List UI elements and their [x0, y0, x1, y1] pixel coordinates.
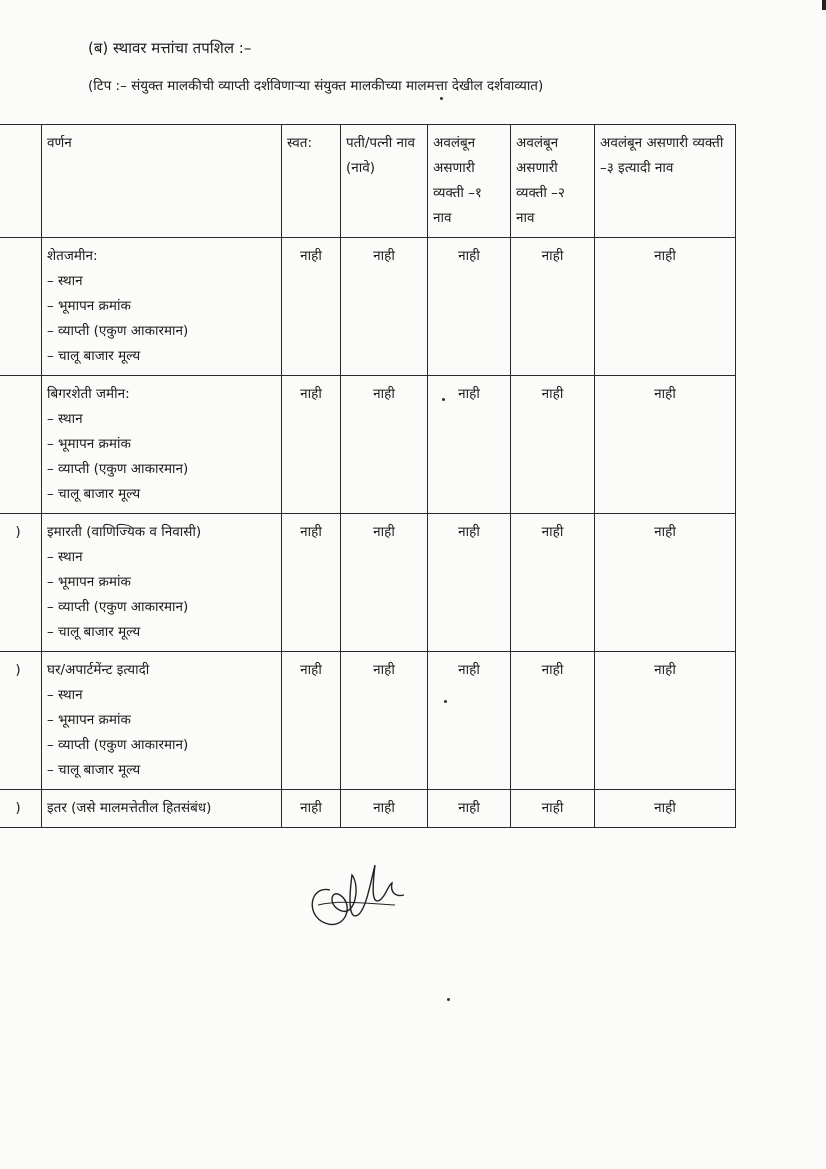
section-heading: (ब) स्थावर मत्तांचा तपशिल :–: [88, 39, 252, 57]
row-description: [42, 376, 282, 514]
value-spouse: नाही: [341, 376, 428, 514]
header-dependent-1: अवलंबून असणारी व्यक्ती –१ नाव: [428, 125, 511, 238]
row-subitem: – भूमापन क्रमांक: [47, 436, 131, 452]
row-subitem: – चालू बाजार मूल्य: [47, 486, 141, 502]
signature-icon: [300, 845, 420, 940]
value-dependent-3: नाही: [595, 514, 736, 652]
row-title: इतर (जसे मालमत्तेतील हितसंबंध): [47, 800, 212, 816]
value-dependent-1: नाही: [428, 238, 511, 376]
table-header-row: [0, 125, 736, 238]
speck: [447, 998, 450, 1001]
header-description: वर्णन: [42, 125, 282, 238]
row-subitem: – व्याप्ती (एकुण आकारमान): [47, 599, 189, 615]
value-dependent-3: नाही: [595, 790, 736, 828]
value-dependent-1: नाही: [428, 790, 511, 828]
row-subitem: – भूमापन क्रमांक: [47, 298, 131, 314]
row-subitem: – चालू बाजार मूल्य: [47, 624, 141, 640]
row-title: बिगरशेती जमीन:: [47, 386, 130, 402]
row-index: [0, 376, 42, 514]
value-self: नाही: [282, 376, 341, 514]
table-row: [0, 790, 736, 828]
value-dependent-1: नाही: [428, 652, 511, 790]
row-title: शेतजमीन:: [47, 248, 98, 264]
table-row: [0, 514, 736, 652]
value-spouse: नाही: [341, 238, 428, 376]
immovable-assets-table: [0, 124, 736, 828]
value-dependent-2: नाही: [511, 652, 595, 790]
header-dependent-3: अवलंबून असणारी व्यक्ती –३ इत्यादी नाव: [595, 125, 736, 238]
row-index: ): [0, 514, 42, 652]
row-subitem: – स्थान: [47, 549, 83, 565]
value-spouse: नाही: [341, 652, 428, 790]
value-dependent-2: नाही: [511, 376, 595, 514]
value-dependent-1: नाही: [428, 514, 511, 652]
table-row: [0, 652, 736, 790]
row-subitem: – स्थान: [47, 687, 83, 703]
row-index: [0, 238, 42, 376]
row-subitem: – स्थान: [47, 411, 83, 427]
row-index: ): [0, 790, 42, 828]
row-description: [42, 238, 282, 376]
value-self: नाही: [282, 238, 341, 376]
header-spouse: पती/पत्नी नाव (नावे): [341, 125, 428, 238]
row-subitem: – व्याप्ती (एकुण आकारमान): [47, 461, 189, 477]
speck: [440, 97, 443, 100]
row-subitem: – भूमापन क्रमांक: [47, 574, 131, 590]
row-title: घर/अपार्टमेंन्ट इत्यादी: [47, 662, 150, 678]
value-self: नाही: [282, 790, 341, 828]
value-dependent-2: नाही: [511, 238, 595, 376]
header-self: स्वत:: [282, 125, 341, 238]
row-title: इमारती (वाणिज्यिक व निवासी): [47, 524, 202, 540]
row-description: [42, 514, 282, 652]
value-dependent-2: नाही: [511, 514, 595, 652]
section-note: (टिप :– संयुक्त मालकीची व्याप्ती दर्शविणाऱ्या संयुक्त मालकीच्या मालमत्ता देखील दर्शवाव्यात): [88, 78, 544, 94]
row-subitem: – भूमापन क्रमांक: [47, 712, 131, 728]
speck: [444, 700, 447, 703]
value-spouse: नाही: [341, 790, 428, 828]
row-subitem: – व्याप्ती (एकुण आकारमान): [47, 323, 189, 339]
value-dependent-2: नाही: [511, 790, 595, 828]
table-row: [0, 238, 736, 376]
row-description: [42, 790, 282, 828]
value-dependent-3: नाही: [595, 376, 736, 514]
row-subitem: – व्याप्ती (एकुण आकारमान): [47, 737, 189, 753]
row-subitem: – चालू बाजार मूल्य: [47, 348, 141, 364]
value-dependent-3: नाही: [595, 652, 736, 790]
value-spouse: नाही: [341, 514, 428, 652]
value-self: नाही: [282, 652, 341, 790]
row-description: [42, 652, 282, 790]
table-row: [0, 376, 736, 514]
value-dependent-3: नाही: [595, 238, 736, 376]
page-edge-mark: [822, 0, 826, 10]
row-index: ): [0, 652, 42, 790]
value-self: नाही: [282, 514, 341, 652]
row-subitem: – स्थान: [47, 273, 83, 289]
header-dependent-2: अवलंबून असणारी व्यक्ती –२ नाव: [511, 125, 595, 238]
header-index: [0, 125, 42, 238]
value-dependent-1: नाही: [428, 376, 511, 514]
row-subitem: – चालू बाजार मूल्य: [47, 762, 141, 778]
speck: [442, 398, 445, 401]
